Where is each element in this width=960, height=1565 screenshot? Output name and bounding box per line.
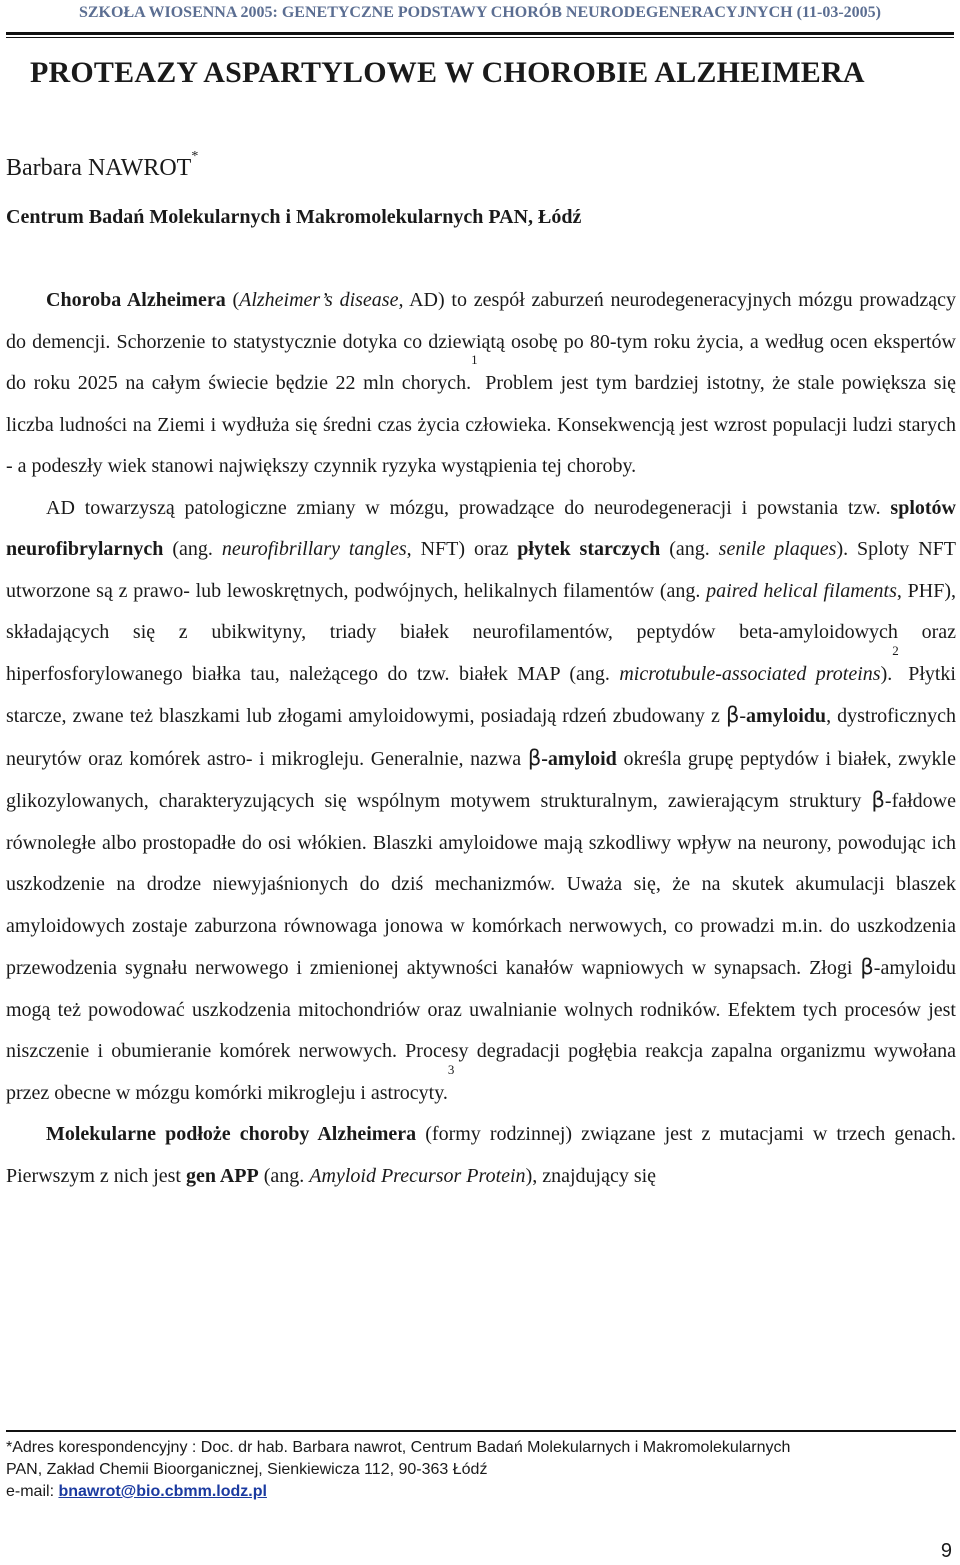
header-rule <box>6 32 954 35</box>
paragraph-intro: Choroba Alzheimera (Alzheimer’s disease, AD) to zespół zaburzeń neurodegeneracyjnych mózgu prowadzący do demencji. Schorzenie to statystycznie dotyka co dziewiątą osobę po 80-tym roku życia, a według ocen ekspertów do roku 2025 na całym świecie będzie 22 mln chorych.$^1$ Problem jest tym bardziej istotny, że stale powiększa się liczba ludności na Ziemi i wydłuża się średni czas życia człowieka. Konsekwencją jest wzrost populacji ludzi starych - a podeszły wiek stanowi największy czynnik ryzyka wystąpienia tej choroby. <box>6 289 957 477</box>
author-footnote-mark: * <box>191 149 199 164</box>
article-title: PROTEAZY ASPARTYLOWE W CHOROBIE ALZHEIMERA <box>30 56 865 89</box>
header-rule-thin <box>6 37 954 38</box>
citation-3: 3 <box>447 1061 455 1077</box>
beta-symbol: β <box>871 788 885 812</box>
citation-1: 1 <box>471 352 478 367</box>
footnote <box>6 1437 956 1503</box>
footnote-address-line1: *Adres korespondencyjny : Doc. dr hab. Barbara nawrot, Centrum Badań Molekularnych i Makromolekularnych <box>6 1439 791 1456</box>
term-amyloid: amyloid <box>547 747 617 770</box>
footnote-rule <box>6 1430 956 1432</box>
footnote-address-line2: PAN, Zakład Chemii Bioorganicznej, Sienkiewicza 112, 90-363 Łódź <box>6 1461 488 1478</box>
email-link[interactable]: bnawrot@bio.cbmm.lodz.pl <box>58 1483 267 1500</box>
author-line <box>6 149 199 182</box>
running-header: SZKOŁA WIOSENNA 2005: GENETYCZNE PODSTAWY CHORÓB NEURODEGENERACYJNYCH (11-03-2005) <box>78 4 881 21</box>
term-plaques: płytek starczych <box>517 538 661 560</box>
term-molecular-basis: Molekularne podłoże choroby Alzheimera <box>46 1123 417 1145</box>
beta-symbol: β <box>527 745 542 770</box>
paragraph-pathology: AD towarzyszą patologiczne zmiany w mózgu, prowadzące do neurodegeneracji i powstania tzw. splotów neurofibrylarnych (ang. neurofibrillary tangles, NFT) oraz płytek starczych (ang. senile plaques). Sploty NFT utworzone są z prawo- lub lewoskrętnych, podwójnych, helikalnych filamentów (ang. paired helical filaments, PHF), składających się z ubikwityny, triady białek neurofilamentów, peptydów beta-amyloidowych oraz hiperfosforylowanego białka tau, należącego do tzw. białek MAP (ang. microtubule-associated proteins).$^2$ Płytki starcze, zwane też blaszkami lub złogami amyloidowymi, posiadają rdzeń zbudowany z β-amyloidu, dystroficznych neurytów oraz komórek astro- i mikrogleju. Generalnie, nazwa β-amyloid określa grupę peptydów i białek, zwykle glikozylowanych, charakteryzujących się wspólnym motywem strukturalnym, zawierającym struktury β-fałdowe równoległe albo prostopadłe do osi włókien. Blaszki amyloidowe mają szkodliwy wpływ na neurony, powodując ich uszkodzenie na drodze niewyjaśnionych do dziś mechanizmów. Uważa się, że na skutek akumulacji blaszek amyloidowych zostaje zaburzona równowaga jonowa w komórkach nerwowych, co prowadzi m.in. do uszkodzenia przewodzenia sygnału nerwowego i zmienionej aktywności kanałów wapniowych w synapsach. Złogi β-amyloidu mogą też powodować uszkodzenia mitochondriów oraz uwalnianie wolnych rodników. Efektem tych procesów jest niszczenie i obumieranie komórek nerwowych. Procesy degradacji pogłębia reakcja zapalna organizmu wywołana przez obecne w mózgu komórki mikrogleju i astrocyty.$^3$ <box>6 496 956 1104</box>
author-name: Barbara NAWROT <box>6 155 192 181</box>
citation-2: 2 <box>892 642 899 658</box>
beta-symbol: β <box>725 703 740 727</box>
paragraph-genetics: Molekularne podłoże choroby Alzheimera (formy rodzinnej) związane jest z mutacjami w trzech genach. Pierwszym z nich jest gen APP (ang. Amyloid Precursor Protein), znajdujący się <box>6 1123 956 1187</box>
email-label: e-mail: <box>6 1483 59 1500</box>
footnote-email-line <box>6 1481 956 1503</box>
term-alzheimer: Choroba Alzheimera <box>46 289 226 311</box>
term-nft: splotów neurofibrylarnych <box>6 496 956 560</box>
term-gen-app: gen APP <box>185 1164 259 1187</box>
beta-symbol: β <box>860 955 874 979</box>
affiliation: Centrum Badań Molekularnych i Makromolekularnych PAN, Łódź <box>6 206 582 228</box>
page-number: 9 <box>940 1540 952 1562</box>
article-body <box>6 280 956 1197</box>
